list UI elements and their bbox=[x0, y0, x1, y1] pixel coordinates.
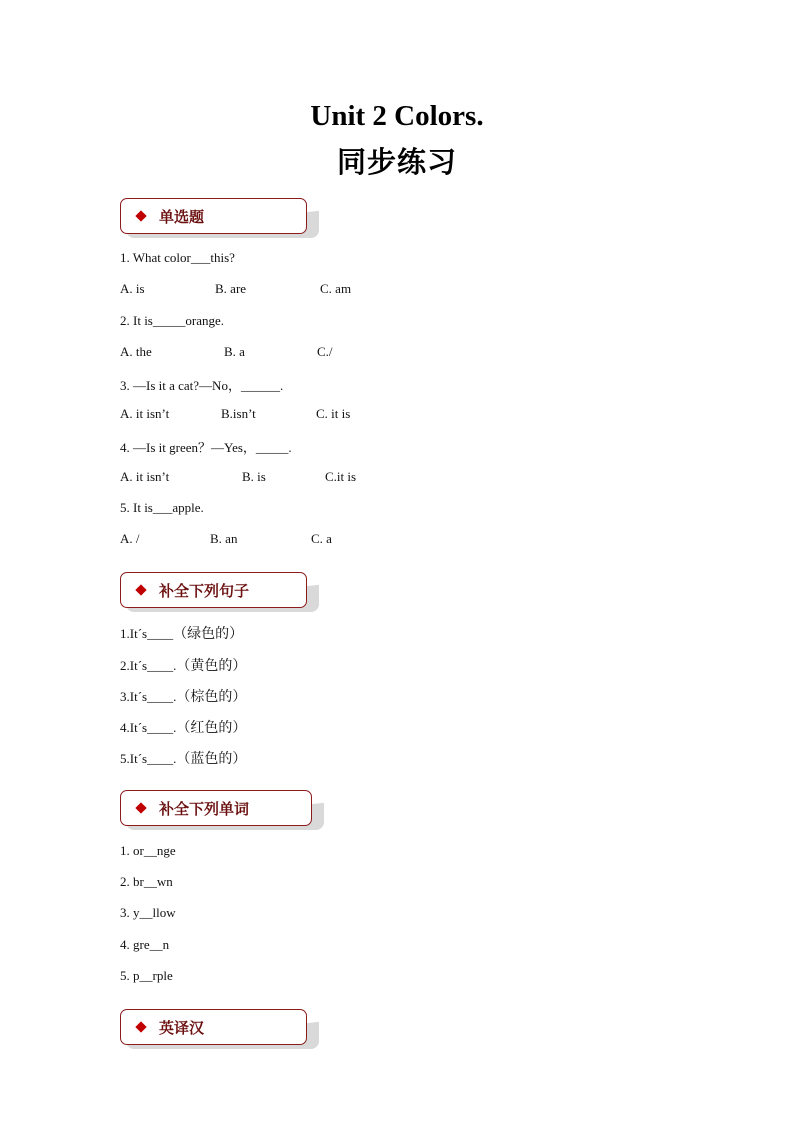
sentence-4: 4.It´s____.（红色的） bbox=[120, 720, 247, 736]
sentence-1: 1.It´s____（绿色的） bbox=[120, 626, 244, 642]
option-5c: C. a bbox=[311, 531, 332, 546]
option-3b: B.isn’t bbox=[221, 406, 256, 421]
question-3: 3. —Is it a cat?—No，______. bbox=[120, 378, 284, 393]
word-1: 1. or__nge bbox=[120, 843, 176, 858]
section-header-translate bbox=[120, 1009, 307, 1045]
question-4: 4. —Is it green？—Yes，_____. bbox=[120, 440, 292, 455]
sentence-3: 3.It´s____.（棕色的） bbox=[120, 689, 247, 705]
section-header-complete-words bbox=[120, 790, 312, 826]
section-header-single-choice bbox=[120, 198, 307, 234]
word-4: 4. gre__n bbox=[120, 937, 170, 952]
page-subtitle: 同步练习 bbox=[336, 145, 457, 179]
option-1c: C. am bbox=[320, 281, 352, 296]
option-2a: A. the bbox=[120, 344, 152, 359]
option-4c: C.it is bbox=[325, 469, 357, 484]
section-label: 补全下列单词 bbox=[159, 799, 250, 818]
option-1a: A. is bbox=[120, 281, 145, 296]
option-3c: C. it is bbox=[316, 406, 351, 421]
option-4a: A. it isn’t bbox=[120, 469, 170, 484]
diamond-icon bbox=[135, 802, 146, 813]
section-label: 英译汉 bbox=[159, 1018, 205, 1037]
page-title: Unit 2 Colors. bbox=[310, 100, 484, 132]
section-header-complete-sentences bbox=[120, 572, 307, 608]
sentence-2: 2.It´s____.（黄色的） bbox=[120, 658, 247, 674]
word-5: 5. p__rple bbox=[120, 968, 173, 983]
word-2: 2. br__wn bbox=[120, 874, 173, 889]
sentence-5: 5.It´s____.（蓝色的） bbox=[120, 751, 247, 767]
option-1b: B. are bbox=[215, 281, 247, 296]
option-3a: A. it isn’t bbox=[120, 406, 170, 421]
diamond-icon bbox=[135, 210, 146, 221]
question-2: 2. It is_____orange. bbox=[120, 313, 224, 328]
option-2c: C./ bbox=[317, 344, 333, 359]
option-5a: A. / bbox=[120, 531, 140, 546]
diamond-icon bbox=[135, 584, 146, 595]
question-5: 5. It is___apple. bbox=[120, 500, 204, 515]
section-label: 单选题 bbox=[159, 207, 205, 226]
diamond-icon bbox=[135, 1021, 146, 1032]
section-label: 补全下列句子 bbox=[159, 581, 250, 600]
option-2b: B. a bbox=[224, 344, 245, 359]
word-3: 3. y__llow bbox=[120, 905, 176, 920]
option-5b: B. an bbox=[210, 531, 238, 546]
question-1: 1. What color___this? bbox=[120, 250, 235, 265]
option-4b: B. is bbox=[242, 469, 266, 484]
